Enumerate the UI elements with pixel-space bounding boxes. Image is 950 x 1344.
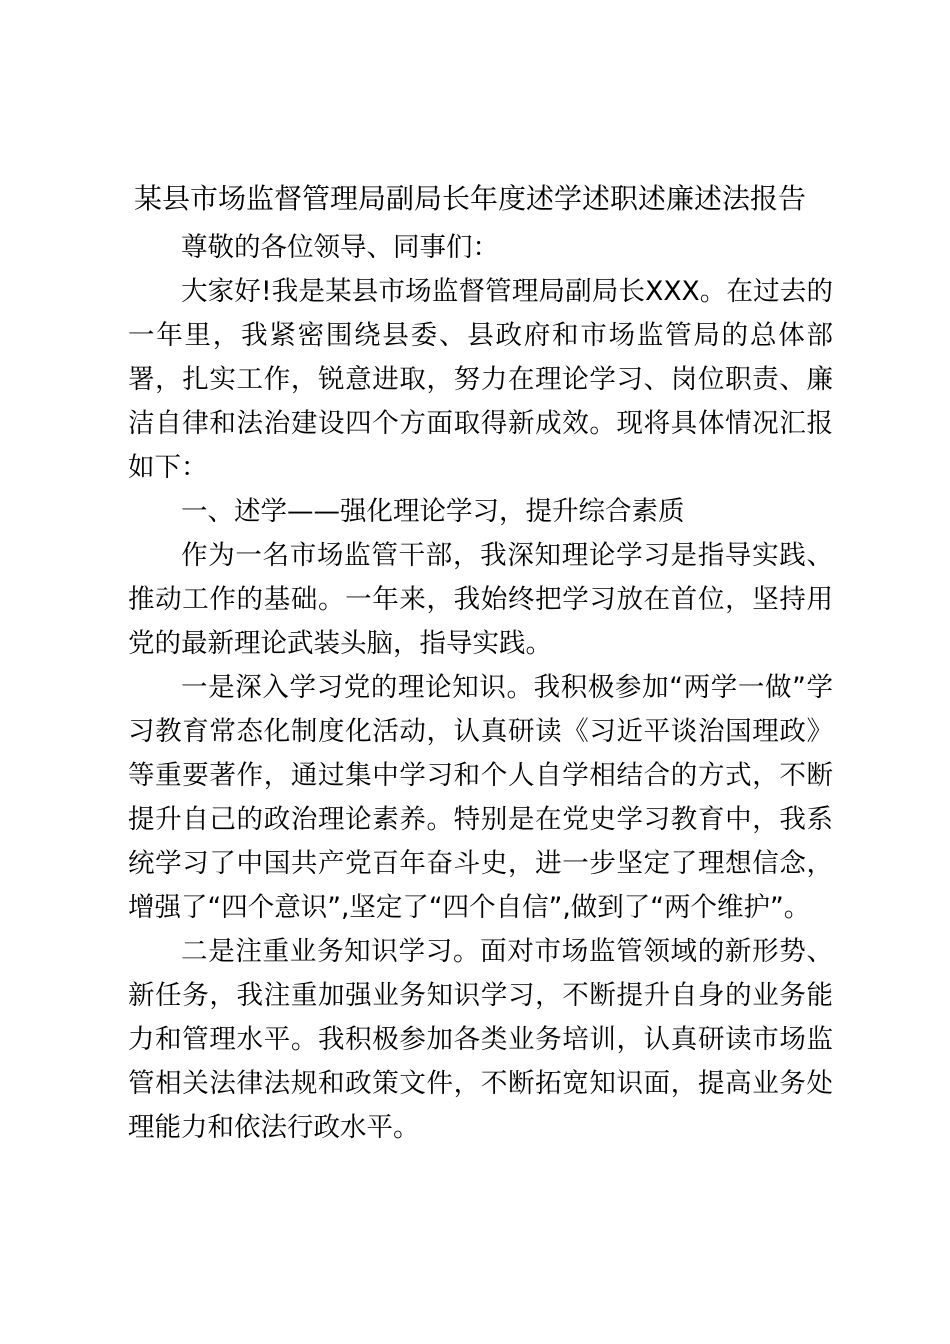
paragraph: 二是注重业务知识学习。面对市场监管领域的新形势、新任务，我注重加强业务知识学习，不断提升自身的业务能力和管理水平。我积极参加各类业务培训，认真研读市场监管相关法律法规和政策文件，不断拓宽知识面，提高业务处理能力和依法行政水平。	[128, 936, 833, 1143]
paragraph: 一是深入学习党的理论知识。我积极参加“两学一做”学习教育常态化制度化活动，认真研读《习近平谈治国理政》等重要著作，通过集中学习和个人自学相结合的方式，不断提升自己的政治理论素养。特别是在党史学习教育中，我系统学习了中国共产党百年奋斗史，进一步坚定了理想信念，增强了“四个意识”,坚定了“四个自信”,做到了“两个维护”。	[128, 672, 833, 923]
section-heading: 一、述学——强化理论学习，提升综合素质	[181, 496, 685, 527]
document-body	[128, 226, 833, 1150]
paragraph: 作为一名市场监管干部，我深知理论学习是指导实践、推动工作的基础。一年来，我始终把学习放在首位，坚持用党的最新理论武装头脑，指导实践。	[128, 540, 833, 659]
document-title: 某县市场监督管理局副局长年度述学述职述廉述法报告	[134, 182, 807, 215]
salutation: 尊敬的各位领导、同事们：	[181, 232, 499, 263]
paragraph-intro: 大家好!我是某县市场监督管理局副局长XXX。在过去的一年里，我紧密围绕县委、县政府和市场监管局的总体部署，扎实工作，锐意进取，努力在理论学习、岗位职责、廉洁自律和法治建设四个方面取得新成效。现将具体情况汇报如下：	[128, 276, 833, 483]
